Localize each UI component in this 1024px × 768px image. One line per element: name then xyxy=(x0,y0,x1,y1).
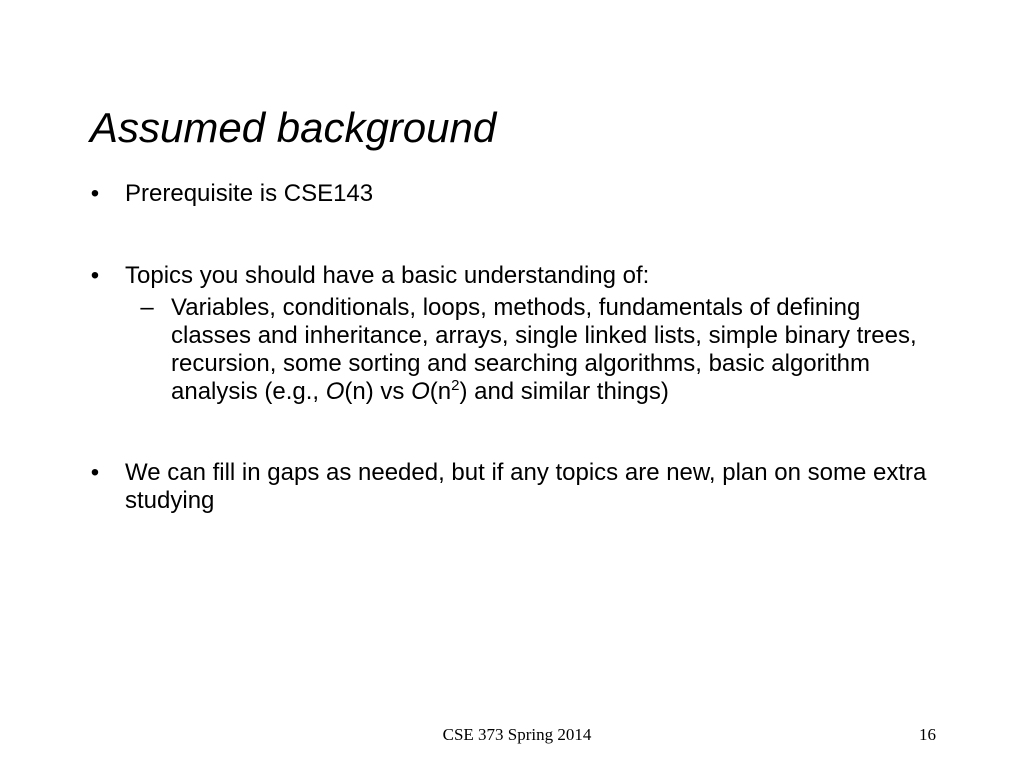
bullet-text: Prerequisite is CSE143 xyxy=(125,180,374,207)
sub-text-part: (n) vs xyxy=(344,378,412,405)
bullet-text: Topics you should have a basic understanding of: xyxy=(125,262,650,289)
sub-text-part: ) and similar things) xyxy=(459,378,669,405)
footer-course: CSE 373 Spring 2014 xyxy=(442,725,592,744)
sub-text-part: (n xyxy=(429,378,452,405)
sub-bullet-item xyxy=(125,294,945,406)
exponent: 2 xyxy=(451,377,460,394)
sub-bullet-text xyxy=(171,294,917,405)
bullet-mark: • xyxy=(90,262,100,289)
bullet-text: We can fill in gaps as needed, but if any topics are new, plan on some extra studying xyxy=(125,459,927,514)
sub-bullet-list xyxy=(125,294,945,406)
bullet-item xyxy=(85,459,945,515)
bullet-mark: • xyxy=(90,180,100,207)
bullet-item xyxy=(85,180,945,208)
sub-bullet-mark: – xyxy=(140,294,154,321)
big-o-symbol: O xyxy=(325,378,345,405)
bullet-list xyxy=(85,180,945,515)
slide-title: Assumed background xyxy=(90,104,497,152)
sub-text-part: Variables, conditionals, loops, methods, fundamentals of defining classes and inheritance, arrays, single linked lists, simple binary trees, recursion, some sorting and searching algorithms, basic algorithm analysis (e.g., xyxy=(171,294,917,405)
page-number: 16 xyxy=(919,725,936,744)
bullet-mark: • xyxy=(90,459,100,486)
bullet-item xyxy=(85,262,945,406)
big-o-symbol: O xyxy=(411,378,430,405)
